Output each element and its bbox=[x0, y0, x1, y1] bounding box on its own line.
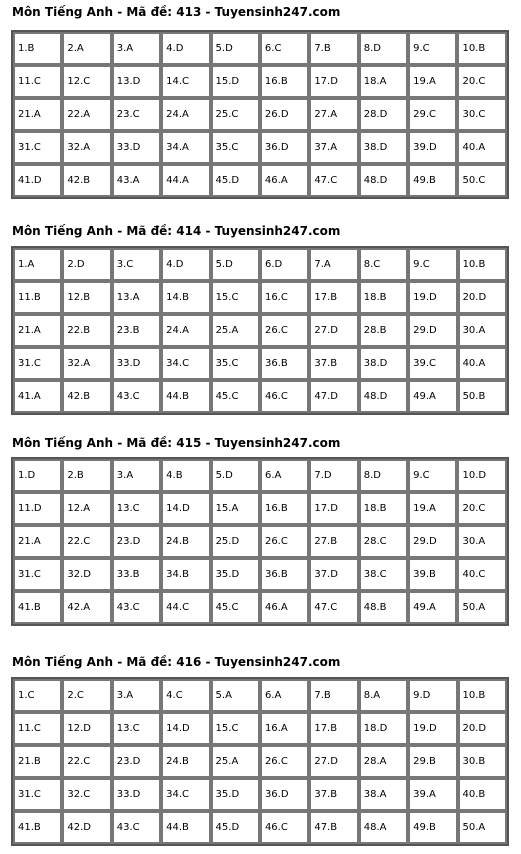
answer-cell: 44.A bbox=[161, 164, 210, 197]
answer-cell: 26.C bbox=[260, 314, 309, 347]
answer-cell: 46.C bbox=[260, 380, 309, 413]
table-row bbox=[13, 558, 507, 591]
answer-cell: 16.C bbox=[260, 281, 309, 314]
answer-cell: 49.B bbox=[408, 164, 457, 197]
answer-table bbox=[11, 457, 509, 626]
answer-cell: 7.D bbox=[309, 459, 358, 492]
answer-cell: 38.A bbox=[359, 778, 408, 811]
table-row bbox=[13, 32, 507, 65]
answer-cell: 39.C bbox=[408, 347, 457, 380]
answer-cell: 5.A bbox=[211, 679, 260, 712]
answer-cell: 18.B bbox=[359, 492, 408, 525]
answer-cell: 24.B bbox=[161, 525, 210, 558]
answer-cell: 32.C bbox=[62, 778, 111, 811]
answer-cell: 46.C bbox=[260, 811, 309, 844]
answer-cell: 41.D bbox=[13, 164, 62, 197]
table-row bbox=[13, 679, 507, 712]
answer-cell: 40.A bbox=[457, 131, 507, 164]
answer-cell: 2.B bbox=[62, 459, 111, 492]
answer-table bbox=[11, 30, 509, 199]
answer-cell: 10.B bbox=[458, 248, 507, 281]
answer-cell: 31.C bbox=[13, 778, 62, 811]
answer-cell: 26.C bbox=[260, 745, 309, 778]
answer-cell: 14.C bbox=[161, 65, 210, 98]
answer-cell: 20.D bbox=[458, 712, 508, 745]
answer-cell: 50.A bbox=[457, 591, 507, 624]
answer-cell: 34.B bbox=[161, 558, 210, 591]
answer-cell: 24.A bbox=[161, 314, 210, 347]
answer-cell: 32.D bbox=[62, 558, 111, 591]
answer-cell: 5.D bbox=[211, 459, 260, 492]
answer-cell: 23.D bbox=[112, 745, 161, 778]
answer-cell: 30.A bbox=[457, 525, 507, 558]
answer-cell: 17.D bbox=[309, 492, 358, 525]
answer-cell: 39.A bbox=[408, 778, 457, 811]
answer-cell: 36.B bbox=[260, 347, 309, 380]
answer-cell: 25.D bbox=[211, 525, 260, 558]
answer-cell: 15.D bbox=[211, 65, 260, 98]
answer-cell: 2.A bbox=[62, 32, 111, 65]
answer-cell: 31.C bbox=[13, 558, 62, 591]
answer-cell: 8.A bbox=[359, 679, 408, 712]
answer-cell: 3.A bbox=[112, 459, 161, 492]
answer-cell: 36.B bbox=[260, 558, 309, 591]
answer-cell: 34.A bbox=[161, 131, 210, 164]
answer-cell: 14.D bbox=[161, 712, 210, 745]
answer-cell: 23.C bbox=[112, 98, 161, 131]
answer-cell: 28.B bbox=[359, 314, 408, 347]
answer-cell: 22.C bbox=[62, 745, 111, 778]
answer-cell: 19.D bbox=[408, 712, 457, 745]
answer-cell: 7.B bbox=[309, 679, 358, 712]
answer-cell: 12.C bbox=[62, 65, 111, 98]
answer-cell: 21.B bbox=[13, 745, 62, 778]
answer-cell: 42.B bbox=[62, 380, 111, 413]
answer-cell: 28.D bbox=[359, 98, 408, 131]
answer-cell: 34.C bbox=[161, 347, 210, 380]
answer-cell: 3.C bbox=[112, 248, 161, 281]
answer-cell: 49.A bbox=[408, 591, 457, 624]
answer-cell: 44.C bbox=[161, 591, 210, 624]
answer-cell: 13.A bbox=[112, 281, 161, 314]
answer-cell: 8.C bbox=[359, 248, 408, 281]
answer-cell: 19.D bbox=[408, 281, 457, 314]
answer-cell: 17.B bbox=[309, 712, 358, 745]
answer-cell: 13.D bbox=[112, 65, 161, 98]
answer-cell: 32.A bbox=[62, 131, 111, 164]
answer-cell: 34.C bbox=[161, 778, 210, 811]
answer-cell: 13.C bbox=[112, 712, 161, 745]
answer-cell: 25.A bbox=[211, 745, 260, 778]
answer-cell: 12.D bbox=[62, 712, 111, 745]
answer-cell: 17.D bbox=[309, 65, 358, 98]
answer-cell: 15.C bbox=[211, 281, 260, 314]
answer-cell: 41.A bbox=[13, 380, 62, 413]
answer-cell: 14.D bbox=[161, 492, 210, 525]
answer-cell: 4.C bbox=[161, 679, 210, 712]
answer-cell: 30.B bbox=[458, 745, 508, 778]
answer-cell: 15.C bbox=[211, 712, 260, 745]
answer-cell: 33.B bbox=[112, 558, 161, 591]
answer-cell: 35.C bbox=[211, 131, 260, 164]
answer-cell: 16.B bbox=[260, 65, 309, 98]
answer-cell: 24.A bbox=[161, 98, 210, 131]
answer-cell: 32.A bbox=[62, 347, 111, 380]
answer-cell: 45.C bbox=[211, 591, 260, 624]
answer-cell: 33.D bbox=[112, 347, 161, 380]
answer-cell: 31.C bbox=[13, 347, 62, 380]
table-row bbox=[13, 492, 507, 525]
answer-cell: 45.D bbox=[211, 164, 260, 197]
answer-cell: 31.C bbox=[13, 131, 62, 164]
answer-cell: 40.B bbox=[458, 778, 508, 811]
answer-cell: 1.C bbox=[13, 679, 62, 712]
answer-cell: 22.C bbox=[62, 525, 111, 558]
answer-cell: 20.D bbox=[458, 281, 507, 314]
answer-cell: 40.A bbox=[458, 347, 507, 380]
answer-cell: 1.B bbox=[13, 32, 62, 65]
answer-cell: 12.B bbox=[62, 281, 111, 314]
answer-cell: 3.A bbox=[112, 32, 161, 65]
answer-cell: 29.D bbox=[408, 525, 457, 558]
answer-cell: 18.A bbox=[359, 65, 408, 98]
answer-cell: 25.C bbox=[211, 98, 260, 131]
answer-cell: 16.B bbox=[260, 492, 309, 525]
answer-cell: 50.C bbox=[457, 164, 507, 197]
answer-cell: 47.C bbox=[309, 164, 358, 197]
answer-cell: 27.D bbox=[309, 745, 358, 778]
answer-cell: 21.A bbox=[13, 525, 62, 558]
answer-cell: 30.A bbox=[458, 314, 507, 347]
answer-cell: 43.C bbox=[112, 591, 161, 624]
answer-cell: 47.B bbox=[309, 811, 358, 844]
answer-cell: 21.A bbox=[13, 314, 62, 347]
answer-cell: 11.C bbox=[13, 65, 62, 98]
answer-cell: 37.D bbox=[309, 558, 358, 591]
answer-cell: 42.B bbox=[62, 164, 111, 197]
answer-cell: 36.D bbox=[260, 778, 309, 811]
answer-cell: 7.A bbox=[309, 248, 358, 281]
answer-cell: 43.C bbox=[112, 380, 161, 413]
answer-cell: 33.D bbox=[112, 778, 161, 811]
answer-cell: 18.D bbox=[359, 712, 408, 745]
table-row bbox=[13, 131, 507, 164]
answer-cell: 23.D bbox=[112, 525, 161, 558]
answer-cell: 43.A bbox=[112, 164, 161, 197]
answer-cell: 28.A bbox=[359, 745, 408, 778]
answer-cell: 23.B bbox=[112, 314, 161, 347]
answer-cell: 50.B bbox=[458, 380, 507, 413]
answer-cell: 3.A bbox=[112, 679, 161, 712]
section-title: Môn Tiếng Anh - Mã đề: 415 - Tuyensinh247.com bbox=[12, 436, 341, 450]
answer-cell: 8.D bbox=[359, 459, 408, 492]
answer-cell: 2.C bbox=[62, 679, 111, 712]
answer-cell: 37.B bbox=[309, 778, 358, 811]
answer-cell: 41.B bbox=[13, 811, 62, 844]
answer-cell: 44.B bbox=[161, 380, 210, 413]
answer-cell: 17.B bbox=[309, 281, 358, 314]
answer-cell: 26.C bbox=[260, 525, 309, 558]
answer-cell: 10.D bbox=[457, 459, 507, 492]
answer-cell: 13.C bbox=[112, 492, 161, 525]
answer-cell: 42.D bbox=[62, 811, 111, 844]
answer-cell: 8.D bbox=[359, 32, 408, 65]
answer-cell: 2.D bbox=[62, 248, 111, 281]
answer-cell: 6.A bbox=[260, 459, 309, 492]
answer-cell: 6.C bbox=[260, 32, 309, 65]
answer-cell: 10.B bbox=[458, 679, 508, 712]
answer-cell: 15.A bbox=[211, 492, 260, 525]
answer-cell: 45.C bbox=[211, 380, 260, 413]
table-row bbox=[13, 248, 507, 281]
answer-cell: 37.B bbox=[309, 347, 358, 380]
answer-cell: 38.C bbox=[359, 558, 408, 591]
answer-cell: 9.C bbox=[408, 32, 457, 65]
answer-cell: 45.D bbox=[211, 811, 260, 844]
answer-cell: 1.A bbox=[13, 248, 62, 281]
table-row bbox=[13, 314, 507, 347]
answer-cell: 21.A bbox=[13, 98, 62, 131]
answer-cell: 37.A bbox=[309, 131, 358, 164]
answer-cell: 20.C bbox=[457, 65, 507, 98]
table-row bbox=[13, 347, 507, 380]
answer-cell: 39.B bbox=[408, 558, 457, 591]
answer-cell: 28.C bbox=[359, 525, 408, 558]
answer-cell: 19.A bbox=[408, 65, 457, 98]
table-row bbox=[13, 459, 507, 492]
answer-cell: 14.B bbox=[161, 281, 210, 314]
table-row bbox=[13, 164, 507, 197]
table-row bbox=[13, 525, 507, 558]
answer-cell: 20.C bbox=[457, 492, 507, 525]
answer-cell: 27.B bbox=[309, 525, 358, 558]
answer-cell: 24.B bbox=[161, 745, 210, 778]
answer-cell: 6.A bbox=[260, 679, 309, 712]
answer-cell: 4.D bbox=[161, 32, 210, 65]
answer-cell: 35.C bbox=[211, 347, 260, 380]
answer-cell: 33.D bbox=[112, 131, 161, 164]
answer-cell: 1.D bbox=[13, 459, 62, 492]
answer-cell: 38.D bbox=[359, 131, 408, 164]
table-row bbox=[13, 380, 507, 413]
answer-cell: 12.A bbox=[62, 492, 111, 525]
answer-cell: 22.B bbox=[62, 314, 111, 347]
table-row bbox=[13, 65, 507, 98]
answer-cell: 30.C bbox=[457, 98, 507, 131]
table-row bbox=[13, 778, 507, 811]
answer-cell: 5.D bbox=[211, 32, 260, 65]
answer-cell: 26.D bbox=[260, 98, 309, 131]
answer-cell: 29.C bbox=[408, 98, 457, 131]
answer-cell: 25.A bbox=[211, 314, 260, 347]
answer-table bbox=[11, 246, 509, 415]
answer-cell: 38.D bbox=[359, 347, 408, 380]
answer-cell: 27.D bbox=[309, 314, 358, 347]
answer-cell: 47.C bbox=[309, 591, 358, 624]
table-row bbox=[13, 745, 507, 778]
answer-cell: 22.A bbox=[62, 98, 111, 131]
answer-cell: 40.C bbox=[457, 558, 507, 591]
answer-cell: 48.B bbox=[359, 591, 408, 624]
section-title: Môn Tiếng Anh - Mã đề: 414 - Tuyensinh247.com bbox=[12, 224, 341, 238]
answer-cell: 46.A bbox=[260, 164, 309, 197]
answer-cell: 48.D bbox=[359, 380, 408, 413]
table-row bbox=[13, 98, 507, 131]
answer-cell: 44.B bbox=[161, 811, 210, 844]
answer-cell: 16.A bbox=[260, 712, 309, 745]
table-row bbox=[13, 712, 507, 745]
answer-cell: 27.A bbox=[309, 98, 358, 131]
answer-cell: 47.D bbox=[309, 380, 358, 413]
section-title: Môn Tiếng Anh - Mã đề: 416 - Tuyensinh247.com bbox=[12, 655, 341, 669]
section-title: Môn Tiếng Anh - Mã đề: 413 - Tuyensinh247.com bbox=[12, 5, 341, 19]
answer-cell: 48.A bbox=[359, 811, 408, 844]
answer-cell: 4.B bbox=[161, 459, 210, 492]
answer-cell: 42.A bbox=[62, 591, 111, 624]
answer-cell: 49.B bbox=[408, 811, 457, 844]
answer-cell: 4.D bbox=[161, 248, 210, 281]
answer-cell: 11.B bbox=[13, 281, 62, 314]
answer-cell: 19.A bbox=[408, 492, 457, 525]
answer-cell: 18.B bbox=[359, 281, 408, 314]
table-row bbox=[13, 811, 507, 844]
answer-cell: 35.D bbox=[211, 558, 260, 591]
answer-cell: 50.A bbox=[458, 811, 508, 844]
answer-cell: 6.D bbox=[260, 248, 309, 281]
answer-cell: 9.C bbox=[408, 248, 457, 281]
answer-cell: 5.D bbox=[211, 248, 260, 281]
answer-cell: 43.C bbox=[112, 811, 161, 844]
answer-cell: 9.C bbox=[408, 459, 457, 492]
answer-cell: 29.B bbox=[408, 745, 457, 778]
answer-cell: 48.D bbox=[359, 164, 408, 197]
answer-cell: 11.C bbox=[13, 712, 62, 745]
answer-cell: 46.A bbox=[260, 591, 309, 624]
answer-table bbox=[11, 677, 509, 846]
answer-cell: 7.B bbox=[309, 32, 358, 65]
answer-cell: 39.D bbox=[408, 131, 457, 164]
answer-cell: 10.B bbox=[457, 32, 507, 65]
answer-cell: 49.A bbox=[408, 380, 457, 413]
table-row bbox=[13, 591, 507, 624]
table-row bbox=[13, 281, 507, 314]
answer-cell: 11.D bbox=[13, 492, 62, 525]
answer-cell: 35.D bbox=[211, 778, 260, 811]
answer-cell: 29.D bbox=[408, 314, 457, 347]
answer-cell: 36.D bbox=[260, 131, 309, 164]
answer-cell: 41.B bbox=[13, 591, 62, 624]
answer-cell: 9.D bbox=[408, 679, 457, 712]
